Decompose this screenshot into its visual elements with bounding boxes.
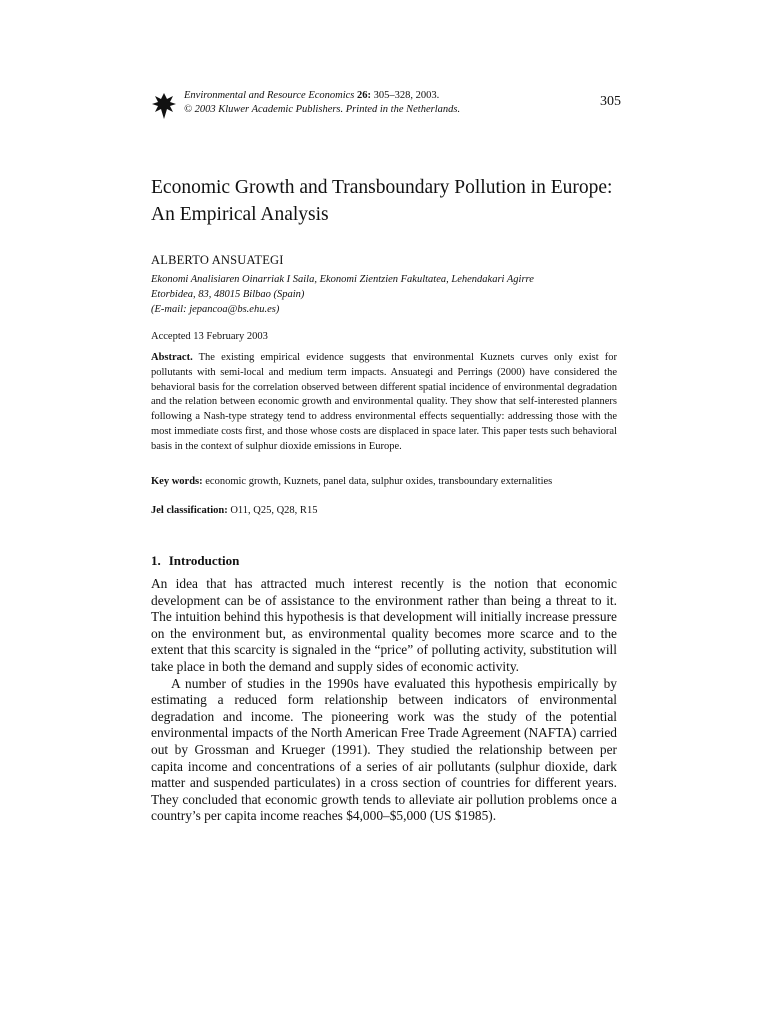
body-paragraph: An idea that has attracted much interest recently is the notion that economic development can be of assistance to the environment rather than being a threat to it. The intuition behind this hypothesis is that development will initially increase pressure on the environment but, as environmental quality becomes more scarce and to the extent that this scarcity is signaled in the “price” of polluting activity, substitution will take place in both the demand and supply sides of economic activity. [151, 576, 617, 674]
section-heading [151, 553, 239, 569]
author-affiliation [151, 272, 621, 317]
journal-citation [184, 89, 460, 117]
abstract [151, 351, 617, 455]
abstract-text: The existing empirical evidence suggests that environmental Kuznets curves only exist for pollutants with semi-local and medium term impacts. Ansuategi and Perrings (2000) have considered the behavioral basis for the correlation observed between different spatial incidence of environmental degradation and the relation between economic growth and environmental quality. They show that self-interested planners following a Nash-type strategy tend to address environmental effects sequentially: addressing those with the most immediate costs first, and those whose costs are displaced in space later. This paper tests such behavioral basis in the context of sulphur dioxide emissions in Europe. [151, 352, 618, 452]
copyright-line: © 2003 Kluwer Academic Publishers. Printed in the Netherlands. [184, 104, 461, 115]
journal-pages-year: 305–328, 2003. [373, 90, 440, 101]
author-email: (E-mail: jepancoa@bs.ehu.es) [151, 304, 280, 315]
section-body [151, 576, 617, 825]
journal-volume: 26: [357, 90, 372, 101]
body-paragraph: A number of studies in the 1990s have evaluated this hypothesis empirically by estimating a reduced form relationship between indicators of environmental degradation and income. The pioneering work was the study of the potential environmental impacts of the North American Free Trade Agreement (NAFTA) carried out by Grossman and Krueger (1991). They studied the relationship between per capita income and concentrations of a series of air pollutants (sulphur dioxide, dark matter and suspended particulates) in a cross section of countries for different years. They concluded that economic growth tends to alleviate air pollution problems once a country’s per capita income reaches $4,000–$5,000 (US $1985). [151, 675, 617, 824]
page-number: 305 [600, 94, 621, 109]
accepted-date: Accepted 13 February 2003 [151, 331, 268, 342]
affiliation-line: Ekonomi Analisiaren Oinarriak I Saila, Ekonomi Zientzien Fakultatea, Lehendakari Agirre [151, 274, 534, 285]
abstract-label: Abstract. [151, 352, 193, 363]
journal-header [151, 89, 621, 123]
jel-classification [151, 505, 617, 516]
publisher-tree-logo-icon [151, 92, 177, 120]
keywords [151, 476, 617, 487]
keywords-label: Key words: [151, 476, 203, 487]
affiliation-line: Etorbidea, 83, 48015 Bilbao (Spain) [151, 289, 305, 300]
section-title: Introduction [168, 553, 240, 568]
journal-name: Environmental and Resource Economics [184, 90, 355, 101]
author-name: ALBERTO ANSUATEGI [151, 253, 284, 267]
article-title: Economic Growth and Transboundary Pollution in Europe: An Empirical Analysis [151, 177, 613, 225]
jel-codes: O11, Q25, Q28, R15 [230, 505, 318, 516]
keywords-text: economic growth, Kuznets, panel data, sulphur oxides, transboundary externalities [205, 476, 553, 487]
section-number: 1. [151, 553, 161, 568]
jel-label: Jel classification: [151, 505, 228, 516]
